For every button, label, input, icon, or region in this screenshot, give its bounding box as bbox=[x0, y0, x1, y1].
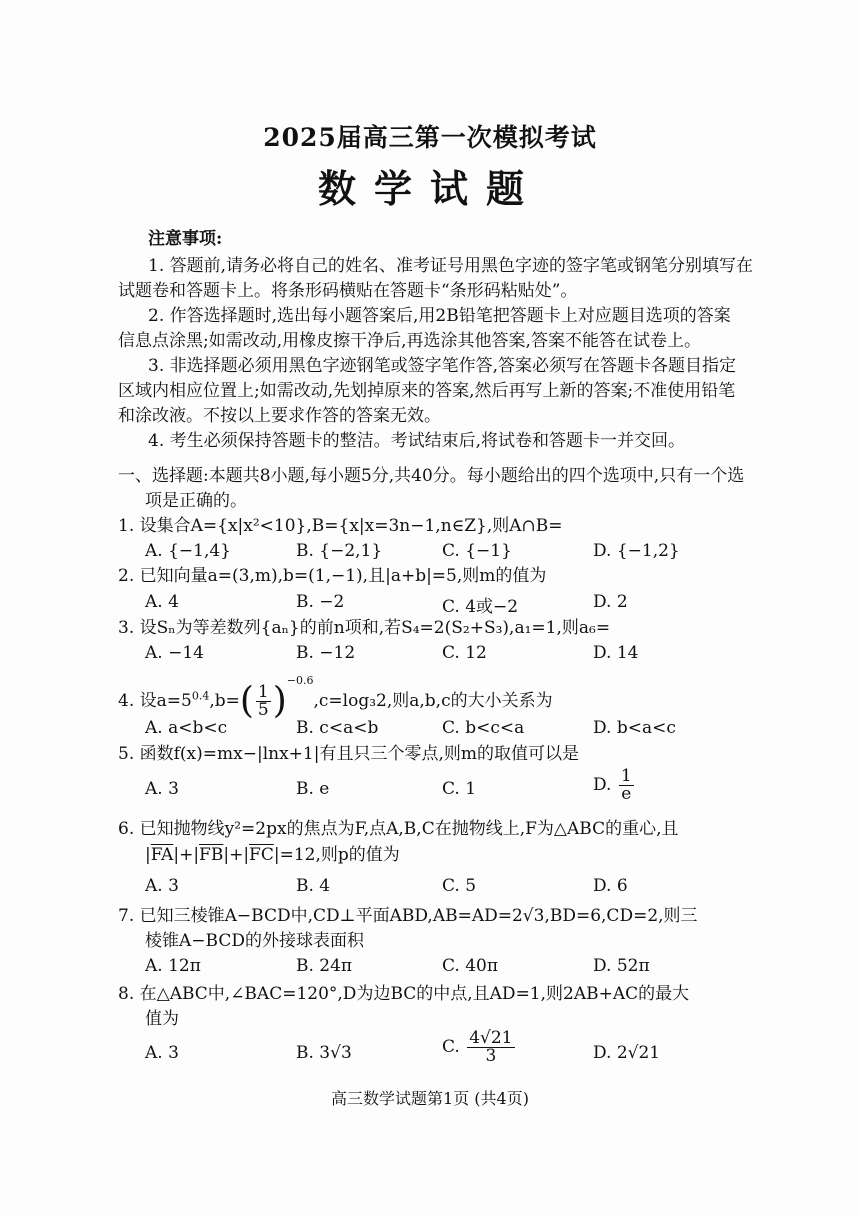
q4-option-a: A. a<b<c bbox=[145, 718, 228, 738]
notice-item3-line2: 区域内相应位置上;如需改动,先划掉原来的答案,然后再写上新的答案;不准使用铅笔 bbox=[118, 381, 736, 401]
q3-option-b: B. −12 bbox=[296, 643, 356, 663]
q2-stem: 2. 已知向量a=(3,m),b=(1,−1),且|a+b|=5,则m的值为 bbox=[118, 566, 547, 586]
notice-item4-line1: 4. 考生必须保持答题卡的整洁。考试结束后,将试卷和答题卡一并交回。 bbox=[148, 431, 686, 451]
q4-exp1: 0.4 bbox=[191, 689, 210, 703]
q8-c-den: 3 bbox=[485, 1046, 497, 1066]
q4-left-paren: ( bbox=[239, 680, 254, 722]
q6-vector-fc: $\overline{FC}$ bbox=[249, 845, 274, 865]
q5-option-c: C. 1 bbox=[442, 779, 477, 799]
q6-line2: $|\overline{FA}|+|\overline{FB}|+|\overline{FC}|=12$,则p的值为 bbox=[145, 845, 400, 865]
q8-option-d: D. 2√21 bbox=[593, 1043, 661, 1063]
q3-stem: 3. 设Sₙ为等差数列{aₙ}的前n项和,若S₄=2(S₂+S₃),a₁=1,则a₆= bbox=[118, 618, 611, 638]
page-footer: 高三数学试题第1页 (共4页) bbox=[331, 1089, 529, 1108]
notice-item1-line2: 试题卷和答题卡上。将条形码横贴在答题卡“条形码粘贴处”。 bbox=[118, 281, 578, 301]
notice-item2-line1: 2. 作答选择题时,选出每小题答案后,用2B铅笔把答题卡上对应题目选项的答案 bbox=[148, 306, 731, 326]
q4-option-c: C. b<c<a bbox=[442, 718, 525, 738]
q8-option-a: A. 3 bbox=[145, 1043, 179, 1063]
q4-option-d: D. b<a<c bbox=[593, 718, 676, 738]
q7-option-a: A. 12π bbox=[145, 956, 201, 976]
q3-option-a: A. −14 bbox=[145, 643, 204, 663]
q4-frac-den: 5 bbox=[257, 700, 269, 720]
q1-option-a: A. {−1,4} bbox=[145, 541, 231, 561]
q8-line2: 值为 bbox=[145, 1009, 179, 1029]
q5-d-den: e bbox=[621, 784, 632, 804]
q6-line1: 6. 已知抛物线y²=2px的焦点为F,点A,B,C在抛物线上,F为△ABC的重心,且 bbox=[118, 819, 679, 839]
q5-option-d-label: D. bbox=[593, 775, 612, 795]
q4-exp2: −0.6 bbox=[286, 674, 314, 687]
notice-item3-line3: 和涂改液。不按以上要求作答的答案无效。 bbox=[118, 406, 441, 426]
q2-option-d: D. 2 bbox=[593, 592, 628, 612]
q2-option-c: C. 4或−2 bbox=[442, 597, 519, 617]
q1-stem: 1. 设集合A={x|x²<10},B={x|x=3n−1,n∈Z},则A∩B= bbox=[118, 516, 563, 536]
q4-fraction bbox=[256, 684, 271, 719]
notice-heading: 注意事项: bbox=[148, 229, 223, 249]
q8-option-b: B. 3√3 bbox=[296, 1043, 352, 1063]
q6-option-c: C. 5 bbox=[442, 876, 477, 896]
q6-vector-fb: $\overline{FB}$ bbox=[199, 845, 224, 865]
q6-vector-fa: $\overline{FA}$ bbox=[150, 845, 174, 865]
q4-frac-num: 1 bbox=[257, 682, 269, 702]
q6-line2-post: =12,则p的值为 bbox=[279, 845, 400, 865]
section1-line2: 项是正确的。 bbox=[145, 491, 247, 511]
q8-option-c-label: C. bbox=[442, 1037, 460, 1057]
q4-right-paren: ) bbox=[272, 680, 287, 722]
notice-item2-line2: 信息点涂黑;如需改动,用橡皮擦干净后,再选涂其他答案,答案不能答在试卷上。 bbox=[118, 331, 701, 351]
q4-stem bbox=[118, 670, 553, 720]
notice-item1-line1: 1. 答题前,请务必将自己的姓名、准考证号用黑色字迹的签字笔或钢笔分别填写在 bbox=[148, 256, 754, 276]
q5-option-b: B. e bbox=[296, 779, 330, 799]
q8-option-c-fraction bbox=[467, 1030, 514, 1065]
q5-d-num: 1 bbox=[620, 766, 632, 786]
q4-stem-post: ,c=log₃2,则a,b,c的大小关系为 bbox=[313, 691, 553, 711]
q8-option-c bbox=[442, 1030, 517, 1065]
q5-option-a: A. 3 bbox=[145, 779, 179, 799]
q5-option-d-fraction bbox=[619, 768, 634, 803]
q8-c-num: 4√21 bbox=[469, 1028, 513, 1048]
q4-stem-mid: ,b= bbox=[209, 691, 240, 711]
q5-stem: 5. 函数f(x)=mx−|lnx+1|有且只三个零点,则m的取值可以是 bbox=[118, 744, 579, 764]
q6-option-a: A. 3 bbox=[145, 876, 179, 896]
q2-option-b: B. −2 bbox=[296, 592, 345, 612]
q2-option-a: A. 4 bbox=[145, 592, 179, 612]
q5-option-d bbox=[593, 768, 636, 803]
q7-option-d: D. 52π bbox=[593, 956, 650, 976]
q7-option-c: C. 40π bbox=[442, 956, 499, 976]
q7-line2: 棱锥A−BCD的外接球表面积 bbox=[145, 931, 364, 951]
q3-option-c: C. 12 bbox=[442, 643, 487, 663]
exam-title: 2025届高三第一次模拟考试 bbox=[263, 123, 597, 152]
q1-option-b: B. {−2,1} bbox=[296, 541, 383, 561]
q4-option-b: B. c<a<b bbox=[296, 718, 379, 738]
q8-line1: 8. 在△ABC中,∠BAC=120°,D为边BC的中点,且AD=1,则2AB+AC的最大 bbox=[118, 984, 690, 1004]
q7-option-b: B. 24π bbox=[296, 956, 353, 976]
subject-title: 数学试题 bbox=[317, 166, 542, 211]
section1-line1: 一、选择题:本题共8小题,每小题5分,共40分。每小题给出的四个选项中,只有一个选 bbox=[118, 466, 745, 486]
q7-line1: 7. 已知三棱锥A−BCD中,CD⊥平面ABD,AB=AD=2√3,BD=6,CD=2,则三 bbox=[118, 906, 698, 926]
q3-option-d: D. 14 bbox=[593, 643, 639, 663]
q4-stem-pre: 4. 设a=5 bbox=[118, 691, 192, 711]
q1-option-c: C. {−1} bbox=[442, 541, 512, 561]
notice-item3-line1: 3. 非选择题必须用黑色字迹钢笔或签字笔作答,答案必须写在答题卡各题目指定 bbox=[148, 356, 737, 376]
q6-option-d: D. 6 bbox=[593, 876, 628, 896]
q1-option-d: D. {−1,2} bbox=[593, 541, 680, 561]
q6-option-b: B. 4 bbox=[296, 876, 331, 896]
